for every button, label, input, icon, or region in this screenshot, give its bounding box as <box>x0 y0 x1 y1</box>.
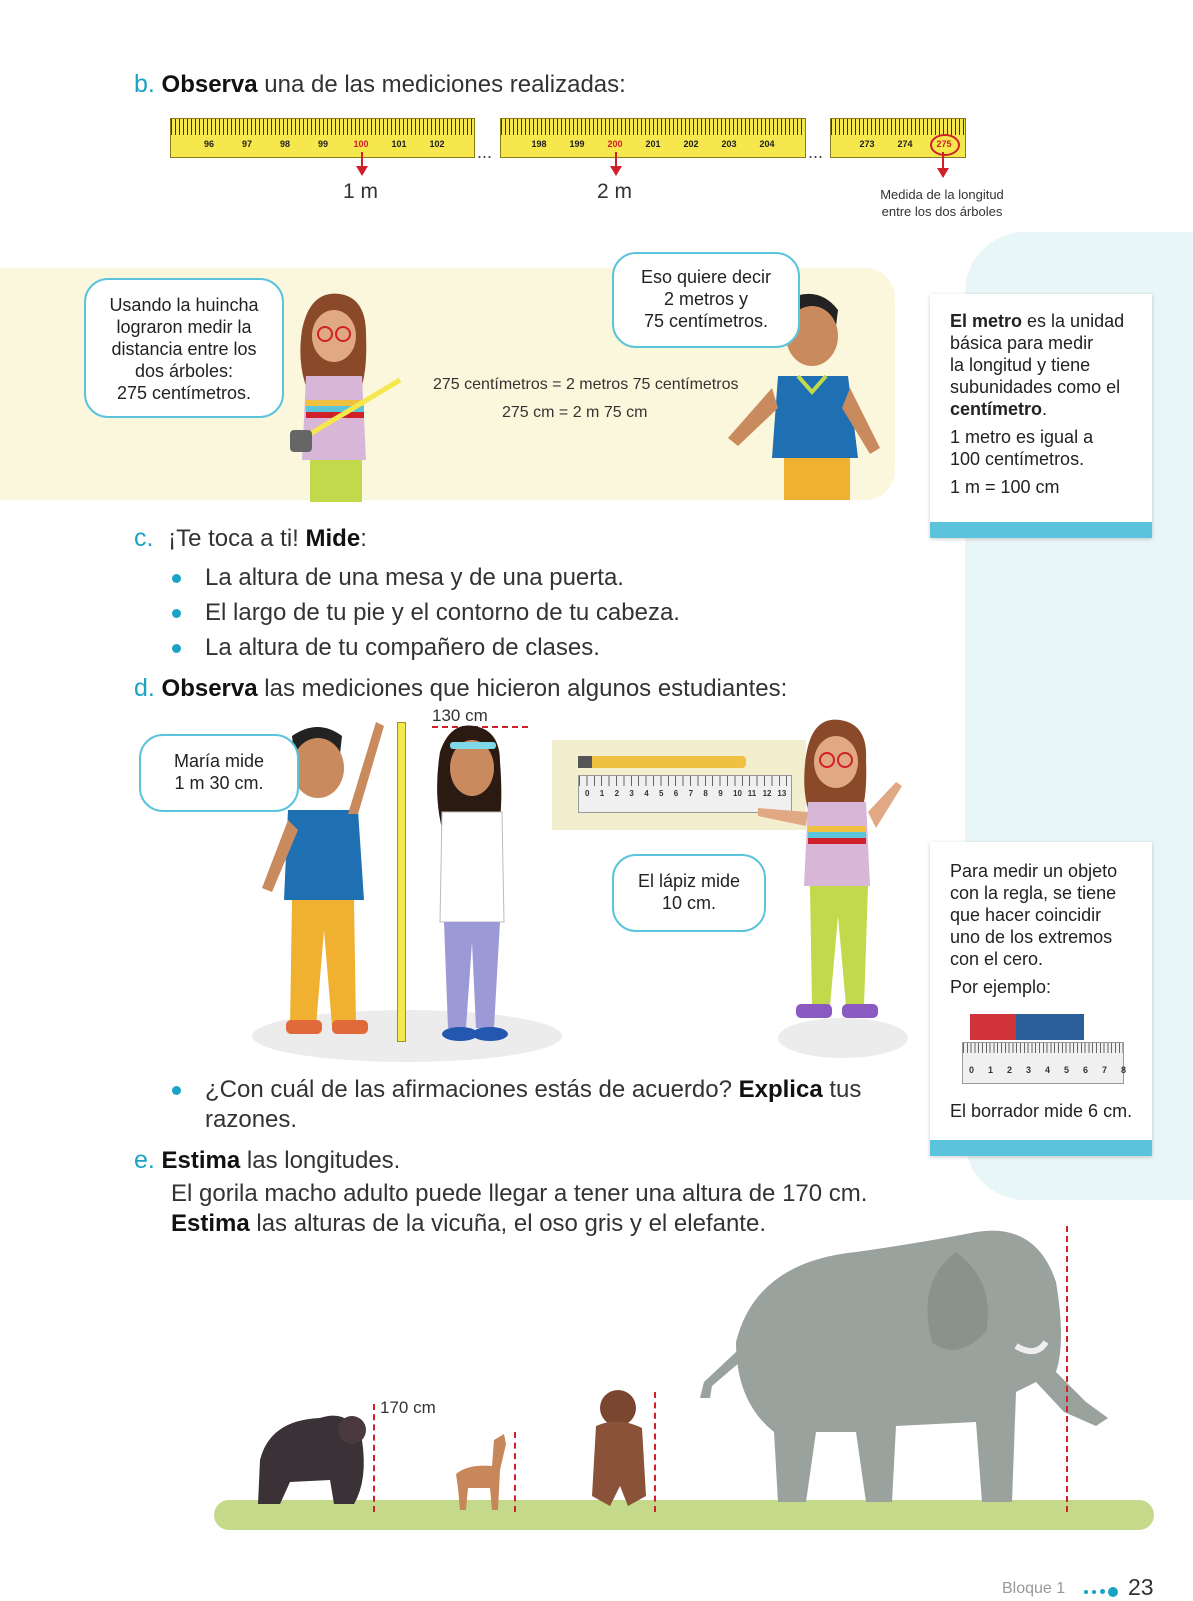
info-card-metro <box>930 294 1152 538</box>
speech-bubble-boy <box>612 252 800 348</box>
tape-number-highlight: 200 <box>607 139 623 149</box>
bullet-text: La altura de una mesa y de una puerta. <box>205 564 624 591</box>
dot <box>1108 1587 1118 1597</box>
info-text: es la unidad <box>1022 311 1125 331</box>
ruler-number: 2 <box>1007 1065 1013 1075</box>
measure-line-gorilla <box>373 1404 375 1512</box>
tape-number: 98 <box>279 139 291 149</box>
ruler-number: 8 <box>1121 1065 1127 1075</box>
instruction-verb: Observa <box>161 675 258 702</box>
question-line-2: razones. <box>205 1106 298 1133</box>
tape-number: 199 <box>569 139 585 149</box>
gorilla-height-label: 170 cm <box>380 1398 436 1417</box>
card-wave-border <box>930 522 1152 538</box>
info-line: con el cero. <box>950 949 1044 969</box>
tape-number: 274 <box>897 139 913 149</box>
instruction-verb: Mide <box>305 525 361 552</box>
section-b-heading <box>134 70 626 99</box>
example-ruler <box>962 1042 1127 1084</box>
info-line: Para medir un objeto <box>950 861 1118 881</box>
measure-line-elephant <box>1066 1226 1068 1512</box>
tape-ticks <box>831 119 965 135</box>
bubble-line: 1 m 30 cm. <box>174 773 264 793</box>
ruler-number: 11 <box>747 789 757 798</box>
info-bold: El metro <box>950 311 1023 331</box>
bubble-line: dos árboles: <box>134 361 234 381</box>
section-letter: b. <box>134 70 155 98</box>
arrow-head <box>937 168 949 178</box>
ruler-numbers <box>963 1059 1127 1075</box>
equation-long: 275 centímetros = 2 metros 75 centímetros <box>433 376 739 393</box>
label-1m: 1 m <box>343 180 379 203</box>
label-2m: 2 m <box>597 180 633 203</box>
ruler-number: 3 <box>1026 1065 1032 1075</box>
highlight-circle <box>930 134 960 156</box>
instruction-text: las longitudes. <box>240 1147 401 1174</box>
tape-measure-segment-2 <box>500 118 806 158</box>
speech-bubble-lapiz <box>612 854 766 932</box>
tape-measure-segment-1 <box>170 118 475 158</box>
vicuna-illustration <box>448 1430 518 1512</box>
girl-illustration <box>270 290 420 502</box>
eraser <box>970 1014 1084 1040</box>
info-line: con la regla, se tiene <box>950 883 1117 903</box>
tape-measure-segment-3 <box>830 118 966 158</box>
ellipsis: ... <box>808 142 824 162</box>
measure-line-bear <box>654 1392 656 1512</box>
instruction-text: : <box>360 525 367 552</box>
tape-number: 99 <box>317 139 329 149</box>
info-card-regla <box>930 842 1152 1156</box>
elephant-illustration <box>696 1222 1116 1512</box>
ruler-number: 5 <box>659 789 664 798</box>
tape-number: 204 <box>759 139 775 149</box>
bubble-line: lograron medir la <box>116 317 252 337</box>
info-line: la longitud y tiene <box>950 355 1091 375</box>
ruler-number: 8 <box>703 789 708 798</box>
bubble-line: distancia entre los <box>111 339 257 359</box>
bullet-icon <box>172 609 181 618</box>
ruler-number: 3 <box>629 789 634 798</box>
eraser-red-part <box>970 1014 1016 1040</box>
ruler-number: 5 <box>1064 1065 1070 1075</box>
tape-number-highlight: 275 <box>936 139 952 149</box>
bullet-text: El largo de tu pie y el contorno de tu cabeza. <box>205 599 680 626</box>
question-text: tus <box>822 1076 862 1103</box>
section-e-text: El gorila macho adulto puede llegar a tener una altura de 170 cm. <box>171 1180 868 1207</box>
bubble-line: 2 metros y <box>663 289 749 309</box>
ruler-number: 1 <box>988 1065 994 1075</box>
instruction-verb: Observa <box>161 71 258 98</box>
maria-illustration <box>426 722 516 1052</box>
ruler-number: 12 <box>762 789 772 798</box>
footer-bloque: Bloque 1 <box>1002 1580 1066 1597</box>
bubble-line: El lápiz mide <box>637 871 741 891</box>
speech-bubble-maria <box>139 734 299 812</box>
tape-ticks <box>171 119 474 135</box>
bullet-text: La altura de tu compañero de clases. <box>205 634 600 661</box>
tape-number: 198 <box>531 139 547 149</box>
bullet-icon <box>172 574 181 583</box>
question-line-1 <box>205 1076 861 1104</box>
section-e-text <box>171 1210 766 1238</box>
tape-number: 273 <box>859 139 875 149</box>
tape-number: 203 <box>721 139 737 149</box>
info-line: 100 centímetros. <box>950 449 1085 469</box>
tape-number: 101 <box>391 139 407 149</box>
info-caption: El borrador mide 6 cm. <box>950 1101 1133 1121</box>
instruction-text: ¡Te toca a ti! <box>168 525 306 552</box>
info-line: que hacer coincidir <box>950 905 1102 925</box>
tape-number: 201 <box>645 139 661 149</box>
bear-illustration <box>584 1386 654 1512</box>
ruler-number: 0 <box>585 789 590 798</box>
tape-number-highlight: 100 <box>353 139 369 149</box>
info-line <box>950 398 1140 420</box>
section-c-heading <box>134 524 367 553</box>
section-letter: d. <box>134 674 155 702</box>
question-text: ¿Con cuál de las afirmaciones estás de acuerdo? <box>205 1076 739 1103</box>
info-line: subunidades como el <box>950 377 1121 397</box>
dot <box>1084 1590 1088 1594</box>
arrow-head <box>356 166 368 176</box>
pencil <box>578 756 746 768</box>
arrow-head <box>610 166 622 176</box>
section-letter: c. <box>134 524 154 552</box>
ruler-number: 6 <box>1083 1065 1089 1075</box>
instruction-text: las alturas de la vicuña, el oso gris y el elefante. <box>249 1210 766 1237</box>
tape-ticks <box>501 119 805 135</box>
tape-number: 102 <box>429 139 445 149</box>
measure-line-vicuna <box>514 1432 516 1512</box>
bubble-line: María mide <box>173 751 265 771</box>
info-line <box>950 310 1140 332</box>
tape-number: 96 <box>203 139 215 149</box>
bubble-line: 10 cm. <box>661 893 717 913</box>
ellipsis: ... <box>477 142 493 162</box>
footer-dots-icon <box>1084 1587 1124 1597</box>
info-line: 1 m = 100 cm <box>950 477 1060 497</box>
dot <box>1100 1589 1105 1594</box>
info-line: 1 metro es igual a <box>950 427 1094 447</box>
ruler-number: 6 <box>673 789 679 798</box>
bubble-line: Eso quiere decir <box>640 267 772 287</box>
bullet-icon <box>172 1086 181 1095</box>
equation-short: 275 cm = 2 m 75 cm <box>502 404 648 421</box>
ruler-number: 9 <box>718 789 723 798</box>
instruction-text: una de las mediciones realizadas: <box>257 71 626 98</box>
girl-pointing-illustration <box>746 716 926 1046</box>
bubble-line: Usando la huincha <box>109 295 259 315</box>
ruler-number: 4 <box>644 789 649 798</box>
ruler-number: 7 <box>1102 1065 1108 1075</box>
ruler-number: 2 <box>614 789 620 798</box>
ruler-number: 1 <box>599 789 605 798</box>
section-e-heading <box>134 1146 400 1175</box>
section-d-heading <box>134 674 787 703</box>
label-measure-line: entre los dos árboles <box>881 204 1003 219</box>
eraser-blue-part <box>1016 1014 1084 1040</box>
info-text: . <box>1042 399 1048 419</box>
tape-number: 97 <box>241 139 253 149</box>
bubble-line: 275 centímetros. <box>116 383 252 403</box>
instruction-verb: Estima <box>161 1147 241 1174</box>
gorilla-illustration <box>250 1400 370 1510</box>
question-verb: Explica <box>738 1076 823 1103</box>
label-measure <box>862 186 1022 220</box>
vertical-tape-measure <box>397 722 406 1042</box>
card-wave-border <box>930 1140 1152 1156</box>
label-measure-line: Medida de la longitud <box>880 187 1004 202</box>
height-label: 130 cm <box>432 706 488 725</box>
info-bold: centímetro <box>950 399 1043 419</box>
page-number: 23 <box>1128 1574 1154 1600</box>
ruler-number: 4 <box>1045 1065 1051 1075</box>
instruction-verb: Estima <box>171 1210 250 1237</box>
ruler-number: 0 <box>969 1065 975 1075</box>
info-line: Por ejemplo: <box>950 977 1052 997</box>
ruler-number: 10 <box>733 789 742 798</box>
ruler-number: 13 <box>777 789 787 798</box>
section-letter: e. <box>134 1146 155 1174</box>
tape-number: 202 <box>683 139 699 149</box>
speech-bubble-girl <box>84 278 284 418</box>
bullet-icon <box>172 644 181 653</box>
info-line: básica para medir <box>950 333 1094 353</box>
ruler-number: 7 <box>688 789 694 798</box>
info-line: uno de los extremos <box>950 927 1113 947</box>
instruction-text: las mediciones que hicieron algunos estudiantes: <box>257 675 788 702</box>
dot <box>1092 1590 1096 1594</box>
bubble-line: 75 centímetros. <box>643 311 769 331</box>
